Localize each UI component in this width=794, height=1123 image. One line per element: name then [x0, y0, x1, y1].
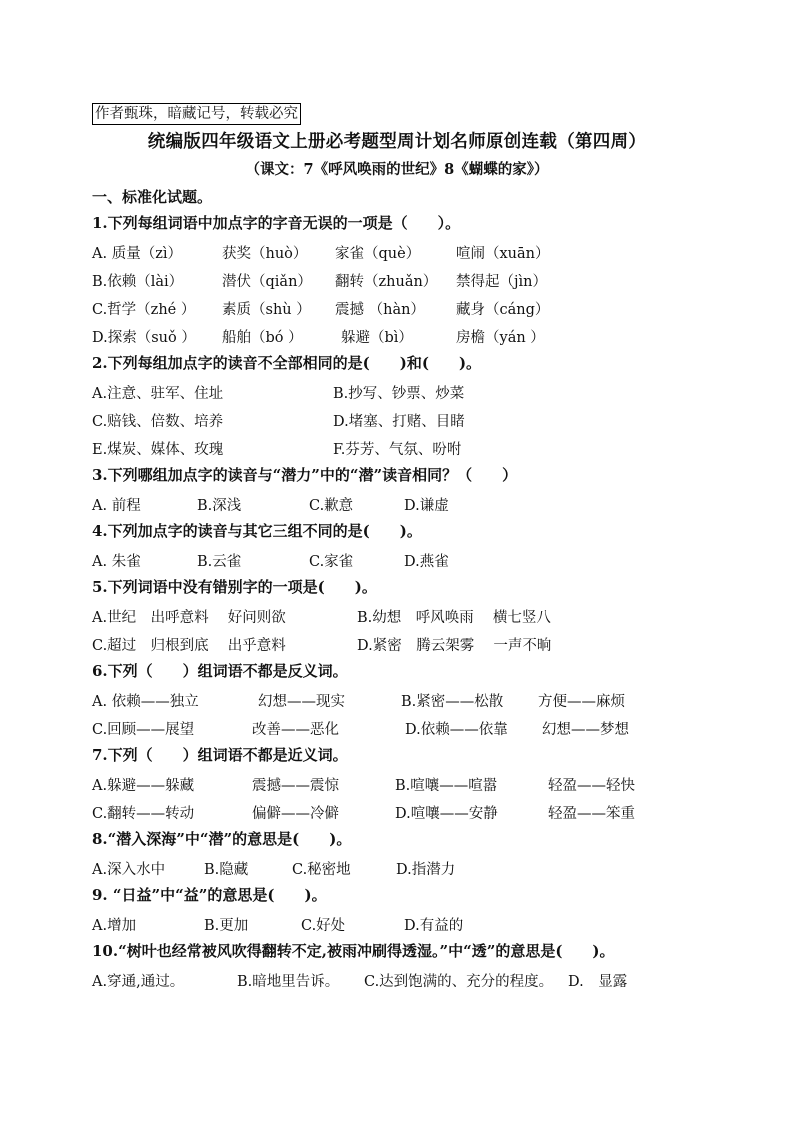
- option: B.暗地里告诉。: [237, 974, 340, 990]
- option: D. 显露: [568, 974, 628, 990]
- option: D.有益的: [404, 918, 464, 934]
- option: A.世纪 出呼意料 好问则欲: [92, 610, 286, 626]
- option: A. 依赖——独立: [92, 694, 199, 710]
- option: B.喧嚷——喧嚣: [395, 778, 498, 794]
- option: C.超过 归根到底 出乎意料: [92, 638, 286, 654]
- option: 震撼——震惊: [252, 778, 339, 794]
- option: 震撼 （hàn）: [335, 302, 425, 318]
- option: 禁得起（jìn）: [456, 274, 547, 290]
- option: C.家雀: [309, 554, 354, 570]
- option: A.躲避——躲藏: [92, 778, 195, 794]
- option: B.云雀: [197, 554, 242, 570]
- question-8-stem: 8.“潜入深海”中“潜”的意思是( )。: [92, 830, 352, 848]
- option: 喧闹（xuān）: [456, 246, 550, 262]
- question-1-stem: 1.下列每组词语中加点字的字音无误的一项是（ ）。: [92, 214, 461, 232]
- option: 改善——恶化: [252, 722, 339, 738]
- page-title: 统编版四年级语文上册必考题型周计划名师原创连载（第四周）: [147, 132, 647, 152]
- option: A. 前程: [92, 498, 141, 514]
- option: B.深浅: [197, 498, 242, 514]
- option: D.探索（suǒ ）: [92, 330, 196, 346]
- option: E.煤炭、媒体、玫瑰: [92, 442, 224, 458]
- option: D.堵塞、打赌、目睹: [333, 414, 465, 430]
- question-5-stem: 5.下列词语中没有错别字的一项是( )。: [92, 578, 377, 596]
- option: B.依赖（lài）: [92, 274, 184, 290]
- option: D.指潜力: [396, 862, 456, 878]
- option: C.翻转——转动: [92, 806, 195, 822]
- option: C.秘密地: [292, 862, 351, 878]
- option: A.增加: [92, 918, 137, 934]
- option: B.更加: [204, 918, 249, 934]
- option: 素质（shù ）: [222, 302, 311, 318]
- section-heading: 一、标准化试题。: [92, 188, 213, 206]
- option: B.隐藏: [204, 862, 249, 878]
- option: D.谦虚: [404, 498, 449, 514]
- page-subtitle: （课文：7《呼风唤雨的世纪》8《蝴蝶的家》）: [245, 161, 549, 178]
- option: 翻转（zhuǎn）: [335, 274, 438, 290]
- question-4-stem: 4.下列加点字的读音与其它三组不同的是( )。: [92, 522, 422, 540]
- option: 躲避（bì）: [341, 330, 413, 346]
- option: C.回顾——展望: [92, 722, 195, 738]
- option: F.芬芳、气氛、吩咐: [333, 442, 462, 458]
- option: 潜伏（qiǎn）: [222, 274, 312, 290]
- question-10-stem: 10.“树叶也经常被风吹得翻转不定,被雨冲刷得透湿。”中“透”的意思是( )。: [92, 942, 615, 960]
- option: 获奖（huò）: [222, 246, 308, 262]
- option: D.喧嚷——安静: [395, 806, 498, 822]
- option: 方便——麻烦: [538, 694, 625, 710]
- option: B.紧密——松散: [401, 694, 504, 710]
- option: C.赔钱、倍数、培养: [92, 414, 224, 430]
- option: D.紧密 腾云架雾 一声不晌: [357, 638, 552, 654]
- option: 轻盈——轻快: [548, 778, 635, 794]
- option: 房檐（yán ）: [456, 330, 545, 346]
- option: 船舶（bó ）: [222, 330, 303, 346]
- option: A.注意、驻军、住址: [92, 386, 224, 402]
- question-3-stem: 3.下列哪组加点字的读音与“潜力”中的“潜”读音相同？（ ）: [92, 466, 518, 484]
- question-6-stem: 6.下列（ ）组词语不都是反义词。: [92, 662, 348, 680]
- option: 藏身（cáng）: [456, 302, 550, 318]
- question-9-stem: 9. “日益”中“益”的意思是( )。: [92, 886, 327, 904]
- option: 家雀（què）: [335, 246, 421, 262]
- question-7-stem: 7.下列（ ）组词语不都是近义词。: [92, 746, 348, 764]
- option: C.哲学（zhé ）: [92, 302, 196, 318]
- option: 偏僻——冷僻: [252, 806, 339, 822]
- option: 幻想——现实: [258, 694, 345, 710]
- option: C.达到饱满的、充分的程度。: [364, 974, 554, 990]
- question-2-stem: 2.下列每组加点字的读音不全部相同的是( )和( )。: [92, 354, 482, 372]
- author-note: 作者甄珠，暗藏记号，转载必究: [92, 103, 301, 125]
- option: B.幼想 呼风唤雨 横七竖八: [357, 610, 551, 626]
- option: D.燕雀: [404, 554, 449, 570]
- option: C.歉意: [309, 498, 354, 514]
- option: 幻想——梦想: [542, 722, 629, 738]
- option: A. 质量（zì）: [92, 246, 182, 262]
- option: A.穿通,通过。: [92, 974, 185, 990]
- option: A. 朱雀: [92, 554, 141, 570]
- option: C.好处: [301, 918, 346, 934]
- option: A.深入水中: [92, 862, 166, 878]
- option: 轻盈——笨重: [548, 806, 635, 822]
- option: B.抄写、钞票、炒菜: [333, 386, 465, 402]
- option: D.依赖——依靠: [405, 722, 508, 738]
